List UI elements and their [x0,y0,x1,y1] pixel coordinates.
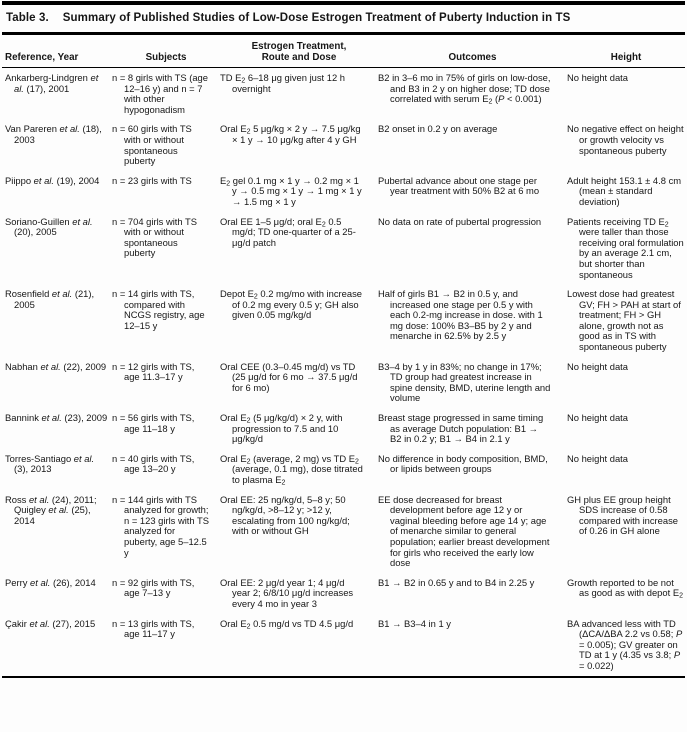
table-row [2,614,685,677]
column-header-treatment-line2: Route and Dose [261,52,337,63]
table-row [2,449,685,490]
cell-height: No height data [567,452,628,464]
cell-outcomes: B1 → B2 in 0.65 y and to B4 in 2.25 y [378,576,535,588]
cell-treatment: Oral $E_2$ 5 μg/kg × 2 y → 7.5 μg/kg × 1 y → 10 μg/kg after 4 y GH [220,123,361,145]
cell-height: Growth reported to be not as good as with depot $E_2$ [567,576,683,600]
table-row [2,119,685,170]
column-header-treatment [220,35,378,68]
cell-treatment: Oral $E_2$ 0.5 mg/d vs TD 4.5 μg/d [220,617,354,631]
column-header-treatment-line1: Estrogen Treatment, [251,41,347,52]
table-number: Table 3. [6,12,49,24]
cell-reference: Çakir et al. (27), 2015 [5,617,96,629]
cell-height: No height data [567,412,628,424]
cell-treatment: Oral CEE (0.3–0.45 mg/d) vs TD (25 μg/d for 6 mo → 37.5 μg/d for 6 mo) [220,360,358,393]
table-row [2,408,685,449]
cell-reference: Van Pareren et al. (18), 2003 [5,123,102,145]
cell-subjects: n = 144 girls with TS analyzed for growth; n = 123 girls with TS analyzed for puberty, age 5–12.5 y [112,493,210,558]
cell-height: No height data [567,72,628,83]
cell-subjects: n = 40 girls with TS, age 13–20 y [112,452,195,475]
table-row [2,357,685,408]
cell-subjects: n = 92 girls with TS, age 7–13 y [112,576,195,599]
table-title-text: Summary of Published Studies of Low-Dose Estrogen Treatment of Puberty Induction in TS [62,12,571,24]
cell-outcomes: Breast stage progressed in same timing as average Dutch population: B1 → B2 in 0.2 y; B1 → B4 in 2.1 y [378,412,544,445]
cell-subjects: n = 8 girls with TS (age 12–16 y) and n = 7 with other hypogonadism [112,72,208,115]
table-row [2,68,685,120]
cell-reference: Perry et al. (26), 2014 [5,576,96,588]
cell-treatment: Oral $E_2$ (5 μg/kg/d) × 2 y, with progression to 7.5 and 10 μg/kg/d [220,412,343,445]
cell-outcomes: No data on rate of pubertal progression [378,215,542,227]
cell-height: No negative effect on height or growth velocity vs spontaneous puberty [567,123,684,156]
cell-subjects: n = 14 girls with TS, compared with NCGS registry, age 12–15 y [112,288,205,331]
cell-subjects: n = 12 girls with TS, age 11.3–17 y [112,360,195,383]
table-row [2,573,685,614]
cell-subjects: n = 56 girls with TS, age 11–18 y [112,412,195,434]
cell-treatment: Oral $E_2$ (average, 2 mg) vs TD $E_2$ (average, 0.1 mg), dose titrated to plasma $E_2$ [220,452,363,487]
column-header-outcomes: Outcomes [378,35,567,68]
cell-treatment: $E_2$ gel 0.1 mg × 1 y → 0.2 mg × 1 y → 0.5 mg × 1 y → 1 mg × 1 y → 1.5 mg × 1 y [220,174,362,207]
cell-reference: Torres-Santiago et al. (3), 2013 [5,452,95,475]
table-row [2,171,685,212]
cell-outcomes: B1 → B3–4 in 1 y [378,617,451,629]
column-header-subjects: Subjects [112,35,220,68]
cell-reference: Piippo et al. (19), 2004 [5,174,100,186]
cell-height: GH plus EE group height SDS increase of 0.58 compared with increase of 0.26 in GH alone [567,493,679,537]
cell-outcomes: B2 in 3–6 mo in 75% of girls on low-dose, and B3 in 2 y on higher dose; TD dose correlated with serum $E_2$ (P < 0.001) [378,72,551,106]
cell-subjects: n = 60 girls with TS with or without spontaneous puberty [112,123,192,167]
cell-height: BA advanced less with TD (ΔCA/ΔBA 2.2 vs 0.58; P = 0.005); GV greater on TD at 1 y (4.35 vs 3.8; P = 0.022) [567,617,683,671]
table-row [2,284,685,357]
cell-subjects: n = 23 girls with TS [112,174,192,186]
cell-treatment: Oral EE: 25 ng/kg/d, 5–8 y; 50 ng/kg/d, >8–12 y; >12 y, escalating from 100 ng/kg/d; with or without GH [220,493,350,537]
cell-height: Lowest dose had greatest GV; FH > PAH at start of treatment; FH > GH alone, growth not as good as in TS with spontaneous puberty [567,288,681,353]
table-header [2,35,685,68]
table-body [2,68,685,677]
table-title [2,1,685,35]
cell-height: No height data [567,360,628,372]
cell-outcomes: B2 onset in 0.2 y on average [378,123,498,135]
cell-treatment: Depot $E_2$ 0.2 mg/mo with increase of 0.2 mg every 0.5 y; GH also given 0.05 mg/kg/d [220,288,362,321]
cell-reference: Bannink et al. (23), 2009 [5,412,108,424]
cell-height: Patients receiving TD $E_2$ were taller than those receiving oral formulation by an average 2.1 cm, but shorter than spontaneous [567,215,684,280]
cell-outcomes: No difference in body composition, BMD, or lipids between groups [378,452,548,475]
cell-reference: Ross et al. (24), 2011; Quigley et al. (25), 2014 [5,493,97,526]
column-header-reference: Reference, Year [2,35,112,68]
cell-treatment: Oral EE 1–5 μg/d; oral $E_2$ 0.5 mg/d; TD one-quarter of a 25-μg/d patch [220,215,356,248]
column-header-height: Height [567,35,685,68]
cell-subjects: n = 704 girls with TS with or without spontaneous puberty [112,215,198,259]
cell-outcomes: Pubertal advance about one stage per year treatment with 50% B2 at 6 mo [378,174,540,197]
cell-subjects: n = 13 girls with TS, age 11–17 y [112,617,195,640]
table-row [2,490,685,573]
cell-outcomes: EE dose decreased for breast development before age 12 y or vaginal bleeding before age 14 y; age of menarche similar to general population; earlier breast development for girls who received the early low dose [378,493,550,569]
cell-outcomes: Half of girls B1 → B2 in 0.5 y, and increased one stage per 0.5 y with each 0.2-mg increase in dose. with 1 mg dose: 100% B3–B5 by 2 y and menarche in 62.5% by 2.5 y [378,288,543,342]
studies-table [2,35,685,678]
cell-treatment: Oral EE: 2 μg/d year 1; 4 μg/d year 2; 6/8/10 μg/d increases every 4 mo in year 3 [220,576,354,609]
cell-height: Adult height 153.1 ± 4.8 cm (mean ± standard deviation) [567,174,682,207]
table-row [2,212,685,285]
cell-reference: Nabhan et al. (22), 2009 [5,360,107,372]
cell-outcomes: B3–4 by 1 y in 83%; no change in 17%; TD group had greatest increase in spine density, BMD, uterine length and volume [378,360,551,404]
cell-reference: Soriano-Guillen et al. (20), 2005 [5,215,93,238]
cell-reference: Rosenfield et al. (21), 2005 [5,288,95,310]
cell-treatment: TD $E_2$ 6–18 μg given just 12 h overnight [220,72,346,94]
cell-reference: Ankarberg-Lindgren et al. (17), 2001 [5,72,99,94]
